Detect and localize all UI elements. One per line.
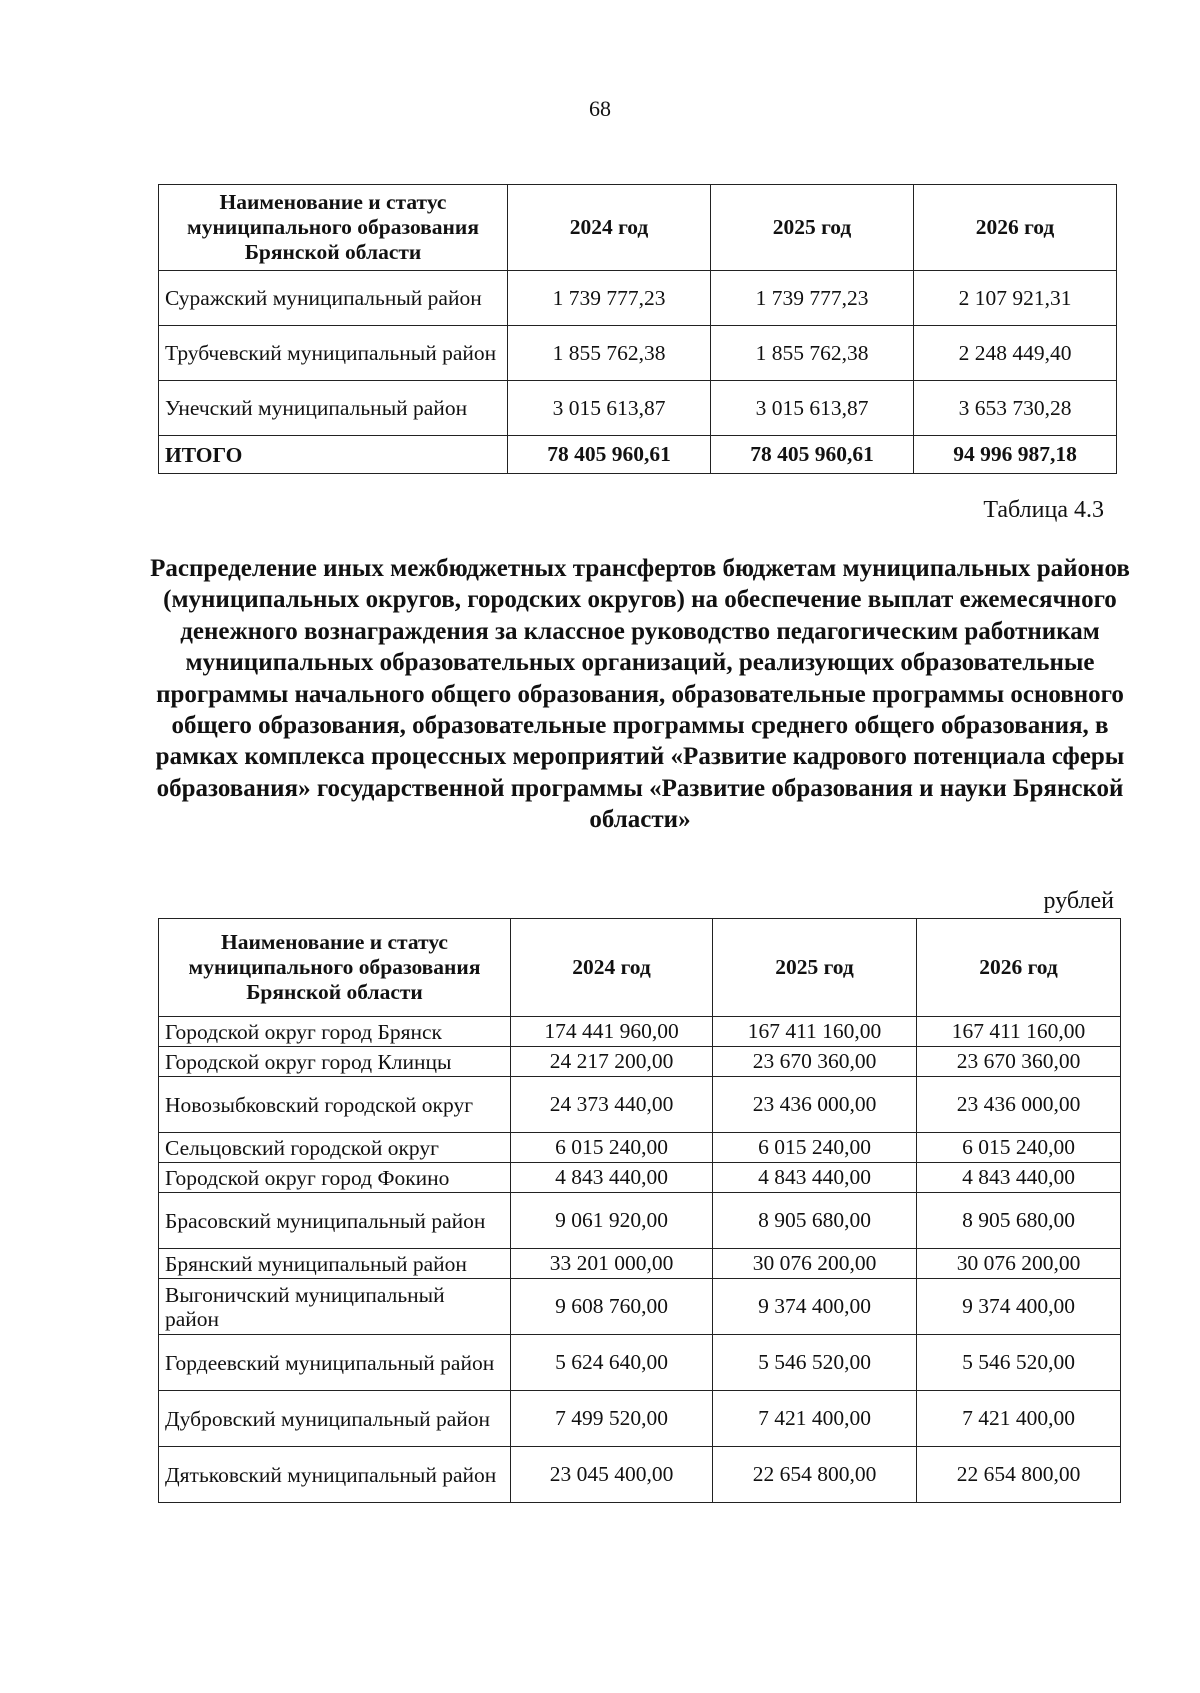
header-2024: 2024 год — [511, 919, 713, 1017]
total-amount-cell: 78 405 960,61 — [711, 436, 914, 474]
amount-cell: 23 436 000,00 — [713, 1077, 917, 1133]
amount-cell: 33 201 000,00 — [511, 1249, 713, 1279]
amount-cell: 30 076 200,00 — [917, 1249, 1121, 1279]
amount-cell: 1 739 777,23 — [711, 271, 914, 326]
amount-cell: 3 015 613,87 — [508, 381, 711, 436]
table-row — [159, 1047, 1121, 1077]
header-2026: 2026 год — [914, 185, 1117, 271]
amount-cell: 1 739 777,23 — [508, 271, 711, 326]
municipality-name-cell: Городской округ город Брянск — [159, 1017, 511, 1047]
table-row — [159, 1017, 1121, 1047]
table-row — [159, 1163, 1121, 1193]
table-row — [159, 381, 1117, 436]
municipality-name-cell: Городской округ город Клинцы — [159, 1047, 511, 1077]
municipality-name-cell: Сельцовский городской округ — [159, 1133, 511, 1163]
amount-cell: 6 015 240,00 — [713, 1133, 917, 1163]
amount-cell: 6 015 240,00 — [917, 1133, 1121, 1163]
header-municipality: Наименование и статус муниципального образования Брянской области — [159, 919, 511, 1017]
municipality-name-cell: Брянский муниципальный район — [159, 1249, 511, 1279]
header-municipality: Наименование и статус муниципального образования Брянской области — [159, 185, 508, 271]
header-2025: 2025 год — [713, 919, 917, 1017]
table-row — [159, 271, 1117, 326]
amount-cell: 30 076 200,00 — [713, 1249, 917, 1279]
amount-cell: 4 843 440,00 — [713, 1163, 917, 1193]
amount-cell: 24 217 200,00 — [511, 1047, 713, 1077]
table-row — [159, 1133, 1121, 1163]
header-2026: 2026 год — [917, 919, 1121, 1017]
amount-cell: 2 107 921,31 — [914, 271, 1117, 326]
amount-cell: 8 905 680,00 — [713, 1193, 917, 1249]
table-header-row — [159, 919, 1121, 1017]
amount-cell: 167 411 160,00 — [917, 1017, 1121, 1047]
municipality-name-cell: Дубровский муниципальный район — [159, 1391, 511, 1447]
amount-cell: 174 441 960,00 — [511, 1017, 713, 1047]
table-row — [159, 1447, 1121, 1503]
municipality-name-cell: Суражский муниципальный район — [159, 271, 508, 326]
amount-cell: 167 411 160,00 — [713, 1017, 917, 1047]
amount-cell: 9 374 400,00 — [713, 1279, 917, 1335]
table-row — [159, 1279, 1121, 1335]
table-label: Таблица 4.3 — [983, 497, 1104, 523]
amount-cell: 8 905 680,00 — [917, 1193, 1121, 1249]
municipality-name-cell: Городской округ город Фокино — [159, 1163, 511, 1193]
allocation-table-continued — [158, 184, 1117, 474]
table-row — [159, 1193, 1121, 1249]
total-amount-cell: 78 405 960,61 — [508, 436, 711, 474]
amount-cell: 3 653 730,28 — [914, 381, 1117, 436]
municipality-name-cell: Гордеевский муниципальный район — [159, 1335, 511, 1391]
header-2024: 2024 год — [508, 185, 711, 271]
units-label: рублей — [1043, 888, 1114, 914]
amount-cell: 4 843 440,00 — [511, 1163, 713, 1193]
amount-cell: 9 061 920,00 — [511, 1193, 713, 1249]
amount-cell: 7 499 520,00 — [511, 1391, 713, 1447]
total-row — [159, 436, 1117, 474]
amount-cell: 5 624 640,00 — [511, 1335, 713, 1391]
table-row — [159, 1249, 1121, 1279]
table-title: Распределение иных межбюджетных трансфертов бюджетам муниципальных районов (муниципальных округов, городских округов) на обеспечение выплат ежемесячного денежного вознаграждения за классное руководство педагогическим работникам муниципальных образовательных организаций, реализующих образовательные программы начального общего образования, образовательные программы основного общего образования, образовательные программы среднего общего образования, в рамках комплекса процессных мероприятий «Развитие кадрового потенциала сферы образования» государственной программы «Развитие образования и науки Брянской области» — [150, 555, 1130, 834]
municipality-name-cell: Брасовский муниципальный район — [159, 1193, 511, 1249]
table-row — [159, 1391, 1121, 1447]
amount-cell: 23 670 360,00 — [917, 1047, 1121, 1077]
amount-cell: 22 654 800,00 — [917, 1447, 1121, 1503]
amount-cell: 9 608 760,00 — [511, 1279, 713, 1335]
amount-cell: 22 654 800,00 — [713, 1447, 917, 1503]
amount-cell: 5 546 520,00 — [917, 1335, 1121, 1391]
amount-cell: 4 843 440,00 — [917, 1163, 1121, 1193]
municipality-name-cell: Трубчевский муниципальный район — [159, 326, 508, 381]
table-row — [159, 1077, 1121, 1133]
amount-cell: 1 855 762,38 — [508, 326, 711, 381]
amount-cell: 6 015 240,00 — [511, 1133, 713, 1163]
amount-cell: 7 421 400,00 — [917, 1391, 1121, 1447]
municipality-name-cell: Унечский муниципальный район — [159, 381, 508, 436]
table-row — [159, 1335, 1121, 1391]
amount-cell: 7 421 400,00 — [713, 1391, 917, 1447]
table-row — [159, 326, 1117, 381]
allocation-table-4-3 — [158, 918, 1121, 1503]
amount-cell: 5 546 520,00 — [713, 1335, 917, 1391]
total-amount-cell: 94 996 987,18 — [914, 436, 1117, 474]
header-2025: 2025 год — [711, 185, 914, 271]
amount-cell: 9 374 400,00 — [917, 1279, 1121, 1335]
municipality-name-cell: Дятьковский муниципальный район — [159, 1447, 511, 1503]
amount-cell: 2 248 449,40 — [914, 326, 1117, 381]
amount-cell: 3 015 613,87 — [711, 381, 914, 436]
table-header-row — [159, 185, 1117, 271]
page-number: 68 — [589, 96, 611, 121]
amount-cell: 1 855 762,38 — [711, 326, 914, 381]
amount-cell: 23 045 400,00 — [511, 1447, 713, 1503]
total-label-cell: ИТОГО — [159, 436, 508, 474]
amount-cell: 23 436 000,00 — [917, 1077, 1121, 1133]
amount-cell: 24 373 440,00 — [511, 1077, 713, 1133]
municipality-name-cell: Выгоничский муниципальный район — [159, 1279, 511, 1335]
municipality-name-cell: Новозыбковский городской округ — [159, 1077, 511, 1133]
amount-cell: 23 670 360,00 — [713, 1047, 917, 1077]
